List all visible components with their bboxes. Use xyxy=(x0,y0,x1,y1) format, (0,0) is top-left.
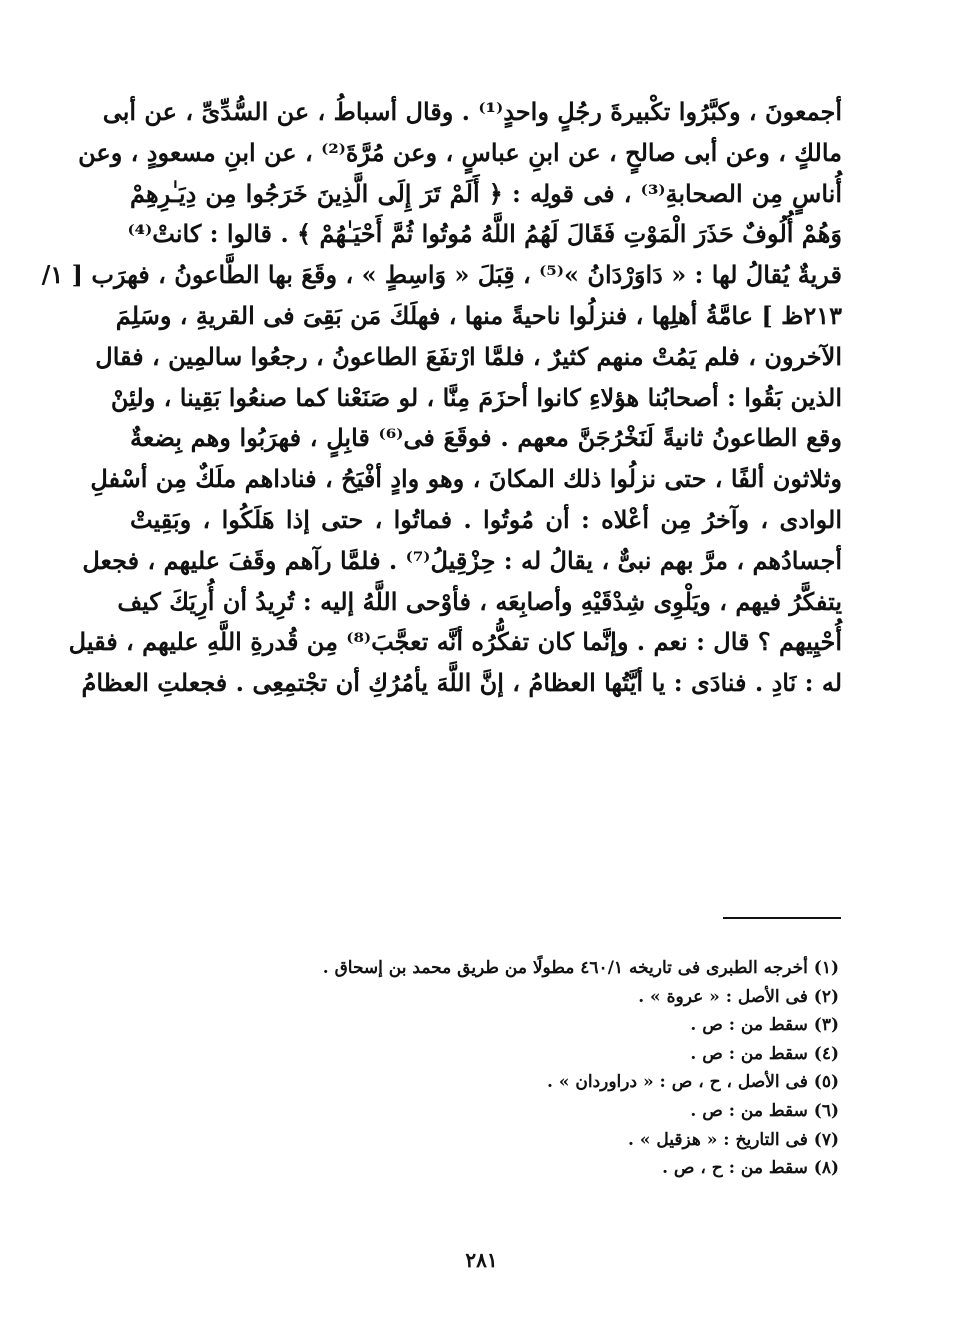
footnote-item: (٣) سقط من : ص . xyxy=(690,1015,839,1036)
main-text-block xyxy=(41,92,843,704)
text-line: قريةٌ يُقالُ لها : « دَاوَرْدَانُ »⁽⁵⁾ ، قِبَلَ « وَاسِطٍ » ، وقَعَ بها الطَّاعونُ ، فهرَب [ ١/ xyxy=(41,260,842,290)
text-line: أجمعونَ ، وكبَّرُوا تكْبيرةَ رجُلٍ واحدٍ⁽¹⁾ . وقال أسباطُ ، عن السُّدِّىِّ ، عن أبى xyxy=(102,97,842,126)
text-line: أُحْيِيهم ؟ قال : نعم . وإنَّما كان تفكُّرُه أنَّه تعجَّبَ⁽⁸⁾ مِن قُدرةِ اللَّهِ عليهم ، فقيل xyxy=(68,627,842,657)
text-line: الآخرون ، فلم يَمُتْ منهم كثيرٌ ، فلمَّا ارْتفَعَ الطاعونُ ، رجعُوا سالمِين ، فقال xyxy=(95,341,842,371)
text-line: ٢١٣ظ ] عامَّةُ أهلِها ، فنزلُوا ناحيةً منها ، فهلَكَ مَن بَقِىَ فى القريةِ ، وسَلِمَ xyxy=(115,300,842,330)
text-line: له : نَادِ . فنادَى : يا أيَّتُها العظامُ ، إنَّ اللَّهَ يأمُرُكِ أن تجْتمِعِى . فجعلتِ العظامُ xyxy=(81,668,842,698)
page-number: ٢٨١ xyxy=(465,1248,498,1272)
footnote-separator xyxy=(723,917,841,919)
footnote-item: (٥) فى الأصل ، ح ، ص : « دراوردان » . xyxy=(546,1072,839,1093)
text-line: وَهُمْ أُلُوفٌ حَذَرَ الْمَوْتِ فَقَالَ لَهُمُ اللَّهُ مُوتُوا ثُمَّ أَحْيَـٰهُمْ ﴾ . قالوا : كانتْ⁽⁴⁾ xyxy=(127,219,842,249)
footnote-item: (١) أخرجه الطبرى فى تاريخه ٤٦٠/١ مطولًا من طريق محمد بن إسحاق . xyxy=(322,958,839,978)
text-line: وثلاثون ألفًا ، حتى نزلُوا ذلك المكانَ ، وهو وادٍ أفْيَحُ ، فناداهم ملَكٌ مِن أسْفلِ xyxy=(90,464,842,494)
text-line: مالكٍ ، وعن أبى صالحٍ ، عن ابنِ عباسٍ ، وعن مُرَّةَ⁽²⁾ ، عن ابنِ مسعودٍ ، وعن xyxy=(78,137,842,167)
footnote-item: (٧) فى التاريخ : « هزقيل » . xyxy=(627,1129,839,1150)
footnote-item: (٦) سقط من : ص . xyxy=(690,1100,839,1121)
text-line: أجسادُهم ، مرَّ بهم نبىٌّ ، يقالُ له : حِزْقِيلُ⁽⁷⁾ . فلمَّا رآهم وقَفَ عليهم ، فجعل xyxy=(82,545,842,575)
footnote-item: (٨) سقط من : ح ، ص . xyxy=(662,1158,839,1179)
text-line: أُناسٍ مِن الصحابةِ⁽³⁾ ، فى قولِه : ﴿ أَلَمْ تَرَ إِلَى الَّذِينَ خَرَجُوا مِن دِيَـٰرِهِمْ xyxy=(130,178,843,208)
text-line: وقع الطاعونُ ثانيةً لَنَخْرُجَنَّ معهم . فوقَعَ فى⁽⁶⁾ قابِلٍ ، فهرَبُوا وهم بِضعةٌ xyxy=(130,423,842,453)
text-line: الذين بَقُوا : أصحابُنا هؤلاءِ كانوا أحزَمَ مِنَّا ، لو صَنَعْنا كما صنعُوا بَقِينا ، ولئِنْ xyxy=(110,382,842,412)
footnotes xyxy=(279,954,839,1183)
text-line: الوادى ، وآخرُ مِن أعْلاه : أن مُوتُوا . فماتُوا ، حتى إذا هَلَكُوا ، وبَقِيتْ xyxy=(130,504,842,534)
footnote-item: (٤) سقط من : ص . xyxy=(690,1043,839,1064)
footnote-item: (٢) فى الأصل : « عروة » . xyxy=(638,986,839,1007)
text-line: يتفكَّرُ فيهم ، ويَلْوِى شِدْقَيْهِ وأصابِعَه ، فأوْحى اللَّهُ إليه : تُرِيدُ أن أُرِيَكَ كيف xyxy=(117,586,842,616)
